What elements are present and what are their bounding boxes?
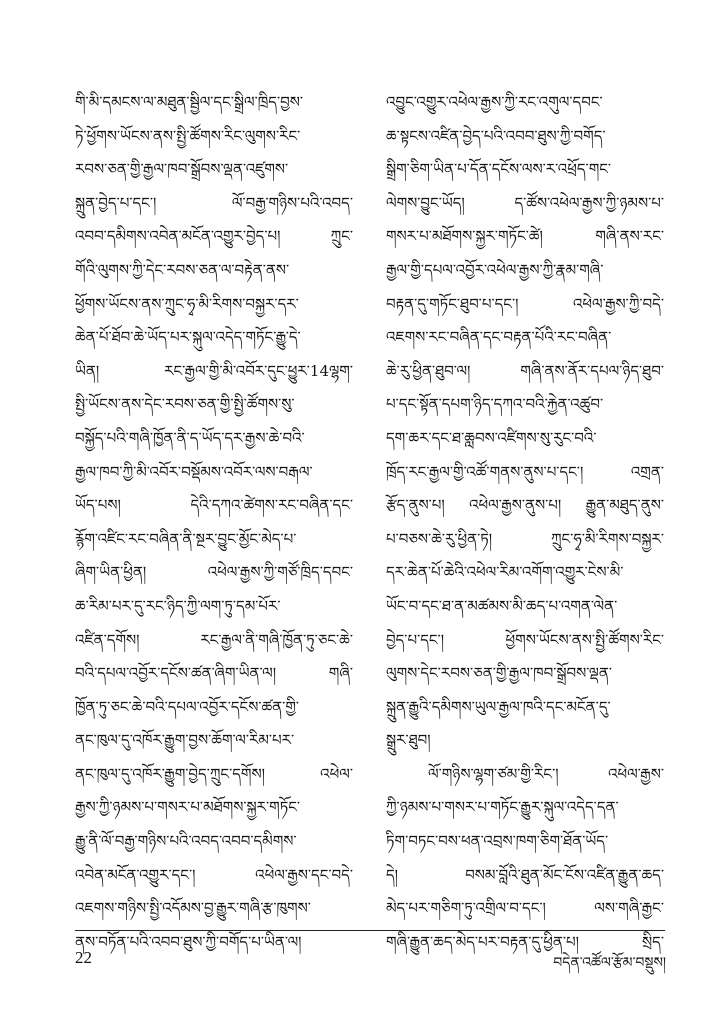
text-line: རྩོད་ནུས་པ། འཕེལ་རྒྱས་ནུས་པ། རྒྱུན་མཐུད་ནུས་ (386, 496, 664, 515)
text-line: རྒྱལ་ཁབ་ཀྱི་མི་འབོར་བསྡོམས་འབོར་ལས་བརྒལ་ (75, 462, 313, 481)
text-line: ཕྱོགས་ཡོངས་ནས་ཀྲུང་ཧྭ་མི་རིགས་བསྐྱར་དར་ (75, 294, 299, 313)
text-line: ཆ་རིམ་པར་དུ་རང་ཉིད་ཀྱི་ལག་ཏུ་དམ་པོར་ (75, 596, 281, 615)
text-line: གཞི་རྒྱུན་ཆད་མེད་པར་བརྟན་དུ་ཕྱིན་པ། སྲིད་ (386, 932, 664, 951)
text-line: རྒྱུ་ནི་ལོ་བརྒྱ་གཉིས་པའི་འབད་འབབ་དམིགས་ (75, 832, 297, 851)
text-line: ནང་ཁུལ་དུ་འཁོར་རྒྱུག་བྱས་ཆོག་ལ་རིམ་པར་ (75, 731, 295, 750)
text-line-paragraph-end: སྒྲུར་ཐུབ། (386, 731, 431, 750)
text-line: མེད་པར་གཅིག་ཏུ་འགྲིལ་བ་དང་། ལས་གཞི་རྒྱང་ (386, 899, 664, 918)
text-line: པ་བཅས་ཆེ་རུ་ཕྱིན་ཏེ། ཀྲུང་ཧྭ་མི་རིགས་བསྐྱར་ (386, 529, 664, 548)
text-line: ལུགས་དེང་རབས་ཅན་གྱི་རྒྱལ་ཁབ་སྒྲོབས་ལྡན་ (386, 664, 613, 683)
text-line: དག་ཆར་དང་ཐ་ཆླབས་འཛིགས་སུ་རུང་བའི་ (386, 428, 597, 447)
text-line: སྤྱི་ཡོངས་ནས་དེང་རབས་ཅན་གྱི་སྤྱི་ཚོགས་སུ་ (75, 395, 295, 414)
text-line: པ་དང་སྟོན་དཔག་ཉིད་དཀའ་བའི་རྐྱེན་འཚུབ་ (386, 395, 604, 414)
text-line: ཀྱི་ཉམས་པ་གསར་པ་གཏོང་རྒྱུར་སྐུལ་འདེད་དན་ (386, 798, 619, 817)
text-line: རྙོག་འཛིང་རང་བཞིན་ནི་སྔར་བྱུང་མྱོང་མེད་པ་ (75, 529, 297, 548)
text-line: རྒྱལ་གྱི་དཔལ་འབྱོར་འཕེལ་རྒྱས་ཀྱི་རྣམ་གཞི་ (386, 260, 604, 279)
text-line: སྐྲུན་བྱེད་པ་དང་། ལོ་བརྒྱ་གཉིས་པའི་འབད་ (75, 193, 353, 212)
text-line: ཁྲོད་རང་རྒྱལ་གྱི་འཚོ་གནས་ནུས་པ་དང་། འགྲན་ (386, 462, 664, 481)
text-line: གསར་པ་མཐོགས་སྐྱར་གཏོང་ཚེ། གཞི་ནས་རང་ (386, 227, 664, 246)
text-line: རབས་ཅན་གྱི་རྒྱལ་ཁབ་སྒྲོབས་ལྡན་འཛུགས་ (75, 160, 289, 179)
text-line: སྒྲིག་ཅིག་ཡིན་པ་དོན་དངོས་ལས་ར་འཕྲོད་གང་ (386, 160, 612, 179)
page-number: 22 (75, 948, 92, 967)
text-line: ཡོང་བ་དང་ཐ་ན་མཚམས་མི་ཆད་པ་འགན་ལེན་ (386, 596, 618, 615)
text-line: འབྱུང་འགྱུར་འཕེལ་རྒྱས་ཀྱི་རང་འགུལ་དབང་ (386, 93, 603, 111)
text-line: ཁྱོན་ཏུ་ཅང་ཆེ་བའི་དཔལ་འབྱོར་དངོས་ཚན་གྱི་ (75, 697, 300, 716)
text-line: བསྐྱོད་པའི་གཞི་ཁྱོན་ནི་ད་ཡོད་དར་རྒྱས་ཆེ་བའི་ (75, 428, 305, 447)
text-line: ཆེན་པོ་ཐོབ་ཆེ་ཡོད་པར་སྐུལ་འདེད་གཏོང་རྒྱུ་དེ་ (75, 328, 301, 347)
text-line-paragraph-start: ལོ་གཉིས་ལྷག་ཙམ་གྱི་རིང་། འཕེལ་རྒྱས་ (428, 764, 664, 783)
text-line: ཆ་སྟངས་འཛིན་བྱེད་པའི་འབབ་ཐུས་ཀྱི་བགོད་ (386, 126, 606, 145)
text-line: ཡིན། རང་རྒྱལ་གྱི་མི་འབོར་དུང་ཕྱུར་14ལྷག་ (75, 361, 353, 380)
text-line: གི་མི་དམངས་ལ་མཐུན་སྦྱིལ་དང་སྒྲིལ་ཁྲིད་བྱས་ (75, 93, 304, 111)
text-line: རྒྱས་ཀྱི་ཉམས་པ་གསར་པ་མཐོགས་སྐྱར་གཏོང་ (75, 798, 301, 817)
text-line: བྱེད་པ་དང་། ཕྱོགས་ཡོངས་ནས་སྤྱི་ཚོགས་རིང་ (386, 630, 664, 649)
running-footer: བདེན་འཚོལ་རྩོམ་བསྡུས། (553, 955, 666, 971)
text-column-left (75, 86, 353, 951)
text-line: ཏེ་ཕྱོགས་ཡོངས་ནས་སྤྱི་ཚོགས་རིང་ལུགས་རིང་ (75, 126, 301, 145)
text-line: འཛིན་དགོས། རང་རྒྱལ་ནི་གཞི་ཁྱོན་ཏུ་ཅང་ཆེ་ (75, 630, 353, 649)
text-line: ལེགས་བྱུང་ཡོད། ད་ཚོས་འཕེལ་རྒྱས་ཀྱི་ཉམས་པ་ (386, 193, 664, 212)
text-line: ཞིག་ཡིན་ཕྱིན། འཕེལ་རྒྱས་ཀྱི་གཙོ་ཁྲིད་དབང་ (75, 563, 353, 582)
text-line: དར་ཆེན་པོ་ཆེའི་འཕེལ་རིམ་འགོག་འགྱུར་ངེས་མི་ (386, 563, 624, 582)
text-line: བརྟན་དུ་གཏོང་ཐུབ་པ་དང་། འཕེལ་རྒྱས་ཀྱི་བདེ་ (386, 294, 664, 313)
text-line: འབབ་དམིགས་འབེན་མངོན་འགྱུར་བྱེད་པ། ཀྲུང་ (75, 227, 353, 246)
text-line: ནང་ཁུལ་དུ་འཁོར་རྒྱུག་བྱེད་ཀྲུང་དགོས། འཕེལ་ (75, 764, 353, 783)
text-line: གོའི་ལུགས་ཀྱི་དེང་རབས་ཅན་ལ་བརྟེན་ནས་ (75, 260, 290, 279)
text-line: སྐྲུན་རྒྱུའི་དམིགས་ཡུལ་རྒྱལ་ཁའི་དང་མངོན་དུ་ (386, 697, 611, 716)
text-line: འཇགས་གཉིས་སྤྱི་འདོམས་བྱ་རྒྱུར་གཞི་རྩ་ཁུགས་ (75, 899, 311, 918)
text-line: དེ། བསམ་བློའི་ཐུན་མོང་ངོས་འཛིན་རྒྱུན་ཆད་ (386, 865, 664, 884)
footer-rule (75, 930, 665, 931)
text-line: ནས་བཏོན་པའི་འབབ་ཐུས་ཀྱི་བགོད་པ་ཡིན་ལ། (75, 932, 302, 951)
text-line: བའི་དཔལ་འབྱོར་དངོས་ཚན་ཞིག་ཡིན་ལ། གཞི་ (75, 664, 353, 683)
text-line: ཡོད་པས། དེའི་དཀའ་ཚེགས་རང་བཞིན་དང་ (75, 496, 353, 515)
text-line: ཆེ་རུ་ཕྱིན་ཐུབ་ལ། གཞི་ནས་ནོར་དཔལ་ཉིད་ཐུབ་ (386, 361, 664, 380)
text-column-right (386, 86, 664, 951)
text-line: འཇགས་རང་བཞིན་དང་བརྟན་པོའི་རང་བཞིན་ (386, 328, 612, 347)
text-line: འབེན་མངོན་འགྱུར་དང་། འཕེལ་རྒྱས་དང་བདེ་ (75, 865, 353, 884)
text-line: ཏིག་བཏང་བས་ཕན་འབྲས་ཁག་ཅིག་ཐོན་ཡོད་ (386, 832, 609, 851)
